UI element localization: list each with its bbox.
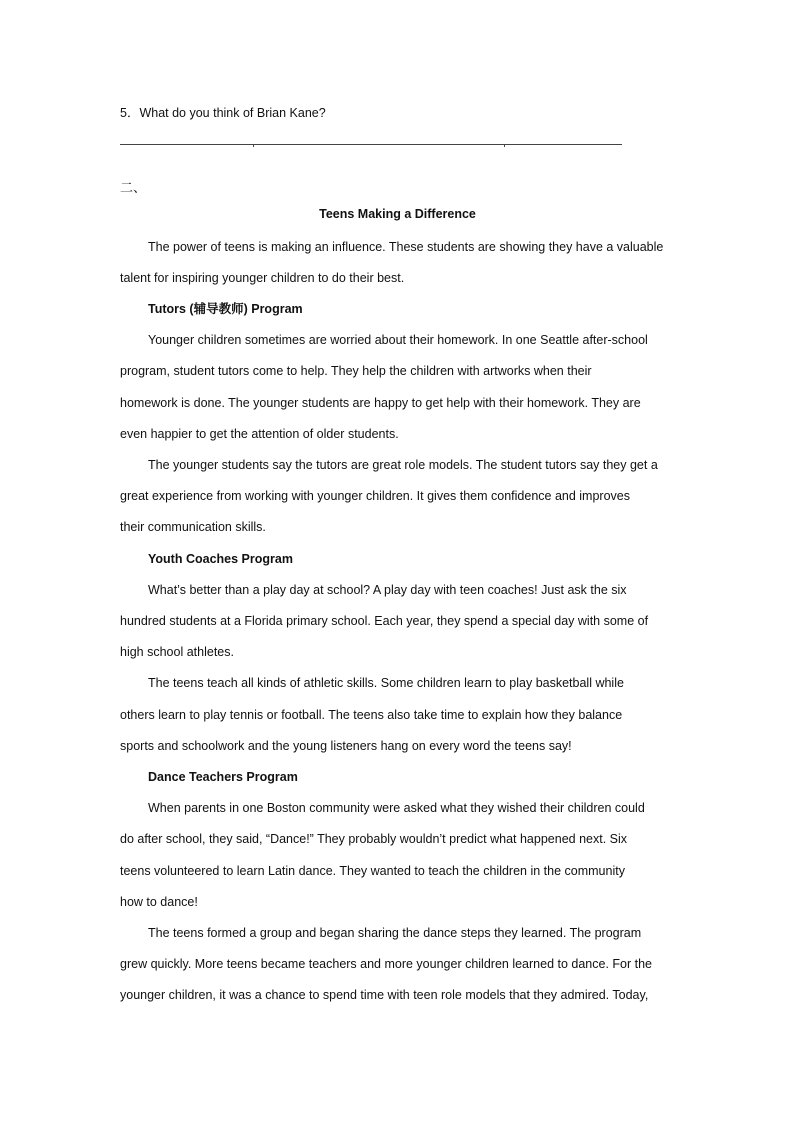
paragraph-line: their communication skills. bbox=[120, 520, 266, 534]
paragraph-line: teens volunteered to learn Latin dance. They wanted to teach the children in the community bbox=[120, 864, 625, 878]
paragraph-line: The teens formed a group and began sharing the dance steps they learned. The program bbox=[148, 926, 642, 940]
paragraph-line: younger children, it was a chance to spend time with teen role models that they admired. Today, bbox=[120, 988, 649, 1002]
section-heading-dance-teachers: Dance Teachers Program bbox=[148, 770, 298, 784]
paragraph-line: do after school, they said, “Dance!” They probably wouldn’t predict what happened next. Six bbox=[120, 832, 628, 846]
passage-title: Teens Making a Difference bbox=[319, 207, 476, 221]
question-text: What do you think of Brian Kane? bbox=[139, 106, 326, 120]
answer-line[interactable] bbox=[120, 144, 622, 145]
paragraph-line: others learn to play tennis or football. The teens also take time to explain how they balance bbox=[120, 708, 623, 722]
question-number: 5． bbox=[120, 106, 140, 120]
paragraph-line: high school athletes. bbox=[120, 645, 234, 659]
section-marker: 二、 bbox=[120, 180, 147, 195]
paragraph-line: great experience from working with younger children. It gives them confidence and improves bbox=[120, 489, 630, 503]
paragraph-line: The power of teens is making an influence. These students are showing they have a valuable bbox=[148, 240, 664, 254]
paragraph-line: grew quickly. More teens became teachers and more younger children learned to dance. For the bbox=[120, 957, 653, 971]
paragraph-line: program, student tutors come to help. They help the children with artworks when their bbox=[120, 364, 592, 378]
paragraph-line: even happier to get the attention of older students. bbox=[120, 427, 399, 441]
paragraph-line: When parents in one Boston community were asked what they wished their children could bbox=[148, 801, 645, 815]
section-heading-youth-coaches: Youth Coaches Program bbox=[148, 552, 293, 566]
paragraph-line: sports and schoolwork and the young listeners hang on every word the teens say! bbox=[120, 739, 572, 753]
paragraph-line: The younger students say the tutors are great role models. The student tutors say they get a bbox=[148, 458, 658, 472]
paragraph-line: talent for inspiring younger children to do their best. bbox=[120, 271, 405, 285]
question-5 bbox=[120, 103, 326, 121]
paragraph-line: hundred students at a Florida primary school. Each year, they spend a special day with some of bbox=[120, 614, 649, 628]
section-heading-tutors: Tutors (辅导教师) Program bbox=[148, 302, 303, 316]
answer-line-tick bbox=[253, 144, 254, 147]
paragraph-line: What’s better than a play day at school? A play day with teen coaches! Just ask the six bbox=[148, 583, 627, 597]
paragraph-line: how to dance! bbox=[120, 895, 198, 909]
paragraph-line: The teens teach all kinds of athletic skills. Some children learn to play basketball while bbox=[148, 676, 624, 690]
paragraph-line: Younger children sometimes are worried about their homework. In one Seattle after-school bbox=[148, 333, 648, 347]
paragraph-line: homework is done. The younger students are happy to get help with their homework. They are bbox=[120, 396, 641, 410]
answer-line-tick bbox=[504, 144, 505, 147]
